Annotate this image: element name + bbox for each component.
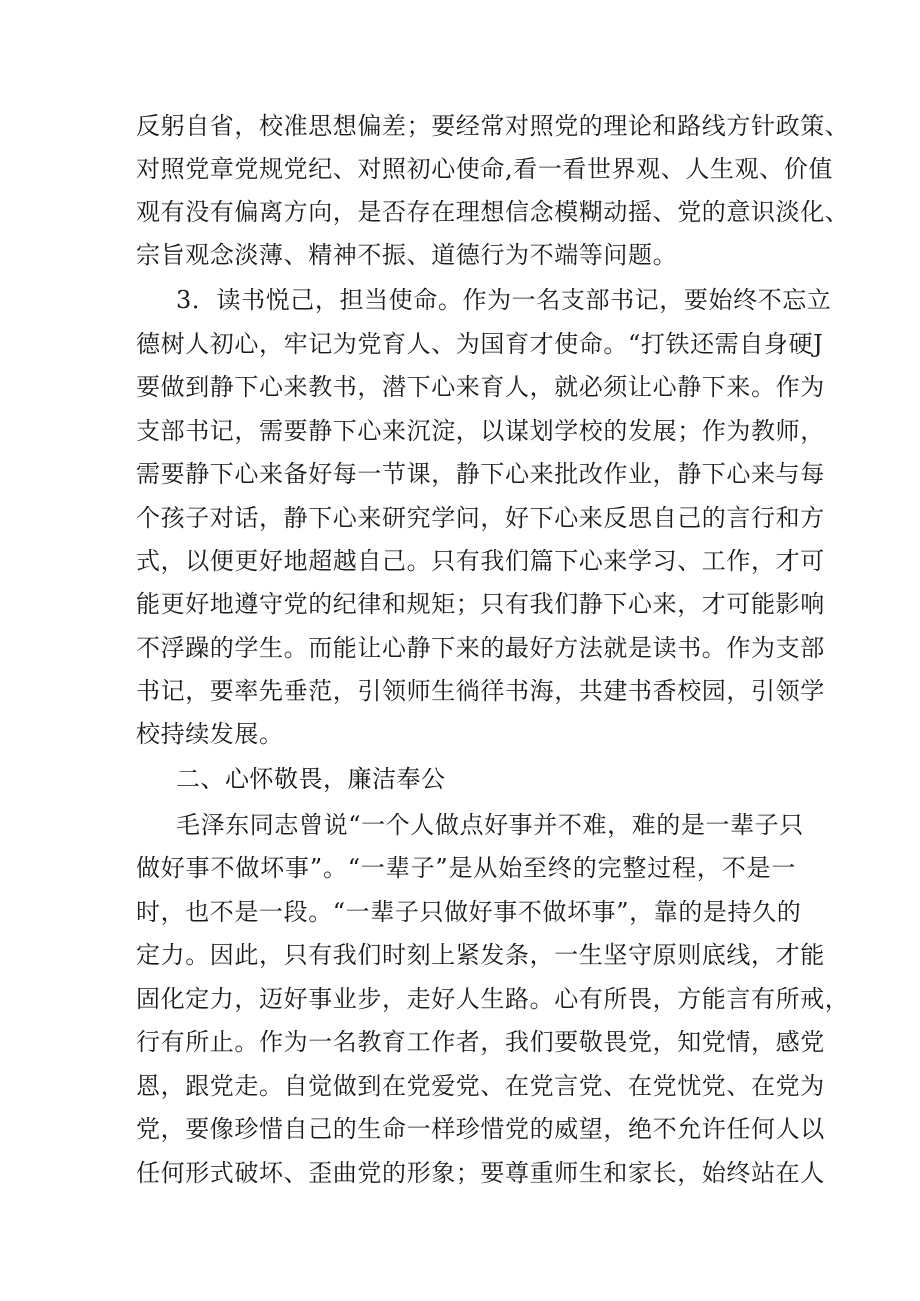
paragraph-1-line-4: 宗旨观念淡薄、精神不振、道德行为不端等问题。 (136, 241, 678, 269)
paragraph-2-line-10: 书记，要率先垂范，引领师生徜徉书海，共建书香校园，引领学 (136, 677, 825, 705)
paragraph-3-line-6: 行有所止。作为一名教育工作者，我们要敬畏党，知党情，感党 (136, 1028, 825, 1056)
paragraph-1-line-2: 对照党章党规党纪、对照初心使命,看一看世界观、人生观、价值 (136, 155, 834, 183)
paragraph-3-line-9: 任何形式破坏、歪曲党的形象；要尊重师生和家长，始终站在人 (136, 1159, 825, 1187)
paragraph-1-line-1: 反躬自省，校准思想偏差；要经常对照党的理论和路线方针政策、 (136, 112, 850, 140)
paragraph-3-line-2: 做好事不做坏事”。“一辈子”是从始至终的完整过程，不是一 (136, 854, 796, 882)
paragraph-2-line-7: 式，以便更好地超越自己。只有我们篇下心来学习、工作，才可 (136, 547, 825, 575)
paragraph-2-line-3: 要做到静下心来教书，潜下心来育人，就必须让心静下来。作为 (136, 373, 825, 401)
section-heading: 二、心怀敬畏，廉洁奉公 (176, 765, 446, 793)
paragraph-3-line-3: 时，也不是一段。“一辈子只做好事不做坏事”，靠的是持久的 (136, 898, 802, 926)
paragraph-2-line-1: 3．读书悦己，担当使命。作为一名支部书记，要始终不忘立 (176, 286, 832, 314)
paragraph-2-line-6: 个孩子对话，静下心来研究学问，好下心来反思自己的言行和方 (136, 504, 825, 532)
paragraph-2-line-4: 支部书记，需要静下心来沉淀，以谋划学校的发展；作为教师， (136, 417, 825, 445)
paragraph-1-line-3: 观有没有偏离方向，是否存在理想信念模糊动摇、党的意识淡化、 (136, 198, 850, 226)
paragraph-3-line-8: 党，要像珍惜自己的生命一样珍惜党的威望，绝不允许任何人以 (136, 1115, 825, 1143)
paragraph-3-line-5: 固化定力，迈好事业步，走好人生路。心有所畏，方能言有所戒， (136, 985, 850, 1013)
paragraph-2-line-5: 需要静下心来备好每一节课，静下心来批改作业，静下心来与每 (136, 460, 825, 488)
paragraph-2-line-8: 能更好地遵守党的纪律和规矩；只有我们静下心来，才可能影响 (136, 590, 825, 618)
paragraph-2-line-9: 不浮躁的学生。而能让心静下来的最好方法就是读书。作为支部 (136, 634, 825, 662)
paragraph-3-line-4: 定力。因此，只有我们时刻上紧发条，一生坚守原则底线，才能 (136, 941, 825, 969)
paragraph-2-line-11: 校持续发展。 (136, 720, 284, 748)
paragraph-3-line-1: 毛泽东同志曾说“一个人做点好事并不难，难的是一辈子只 (176, 811, 804, 839)
paragraph-3-line-7: 恩，跟党走。自觉做到在党爱党、在党言党、在党忧党、在党为 (136, 1072, 825, 1100)
paragraph-2-line-2: 德树人初心，牢记为党育人、为国育才使命。“打铁还需自身硬J (136, 330, 824, 358)
